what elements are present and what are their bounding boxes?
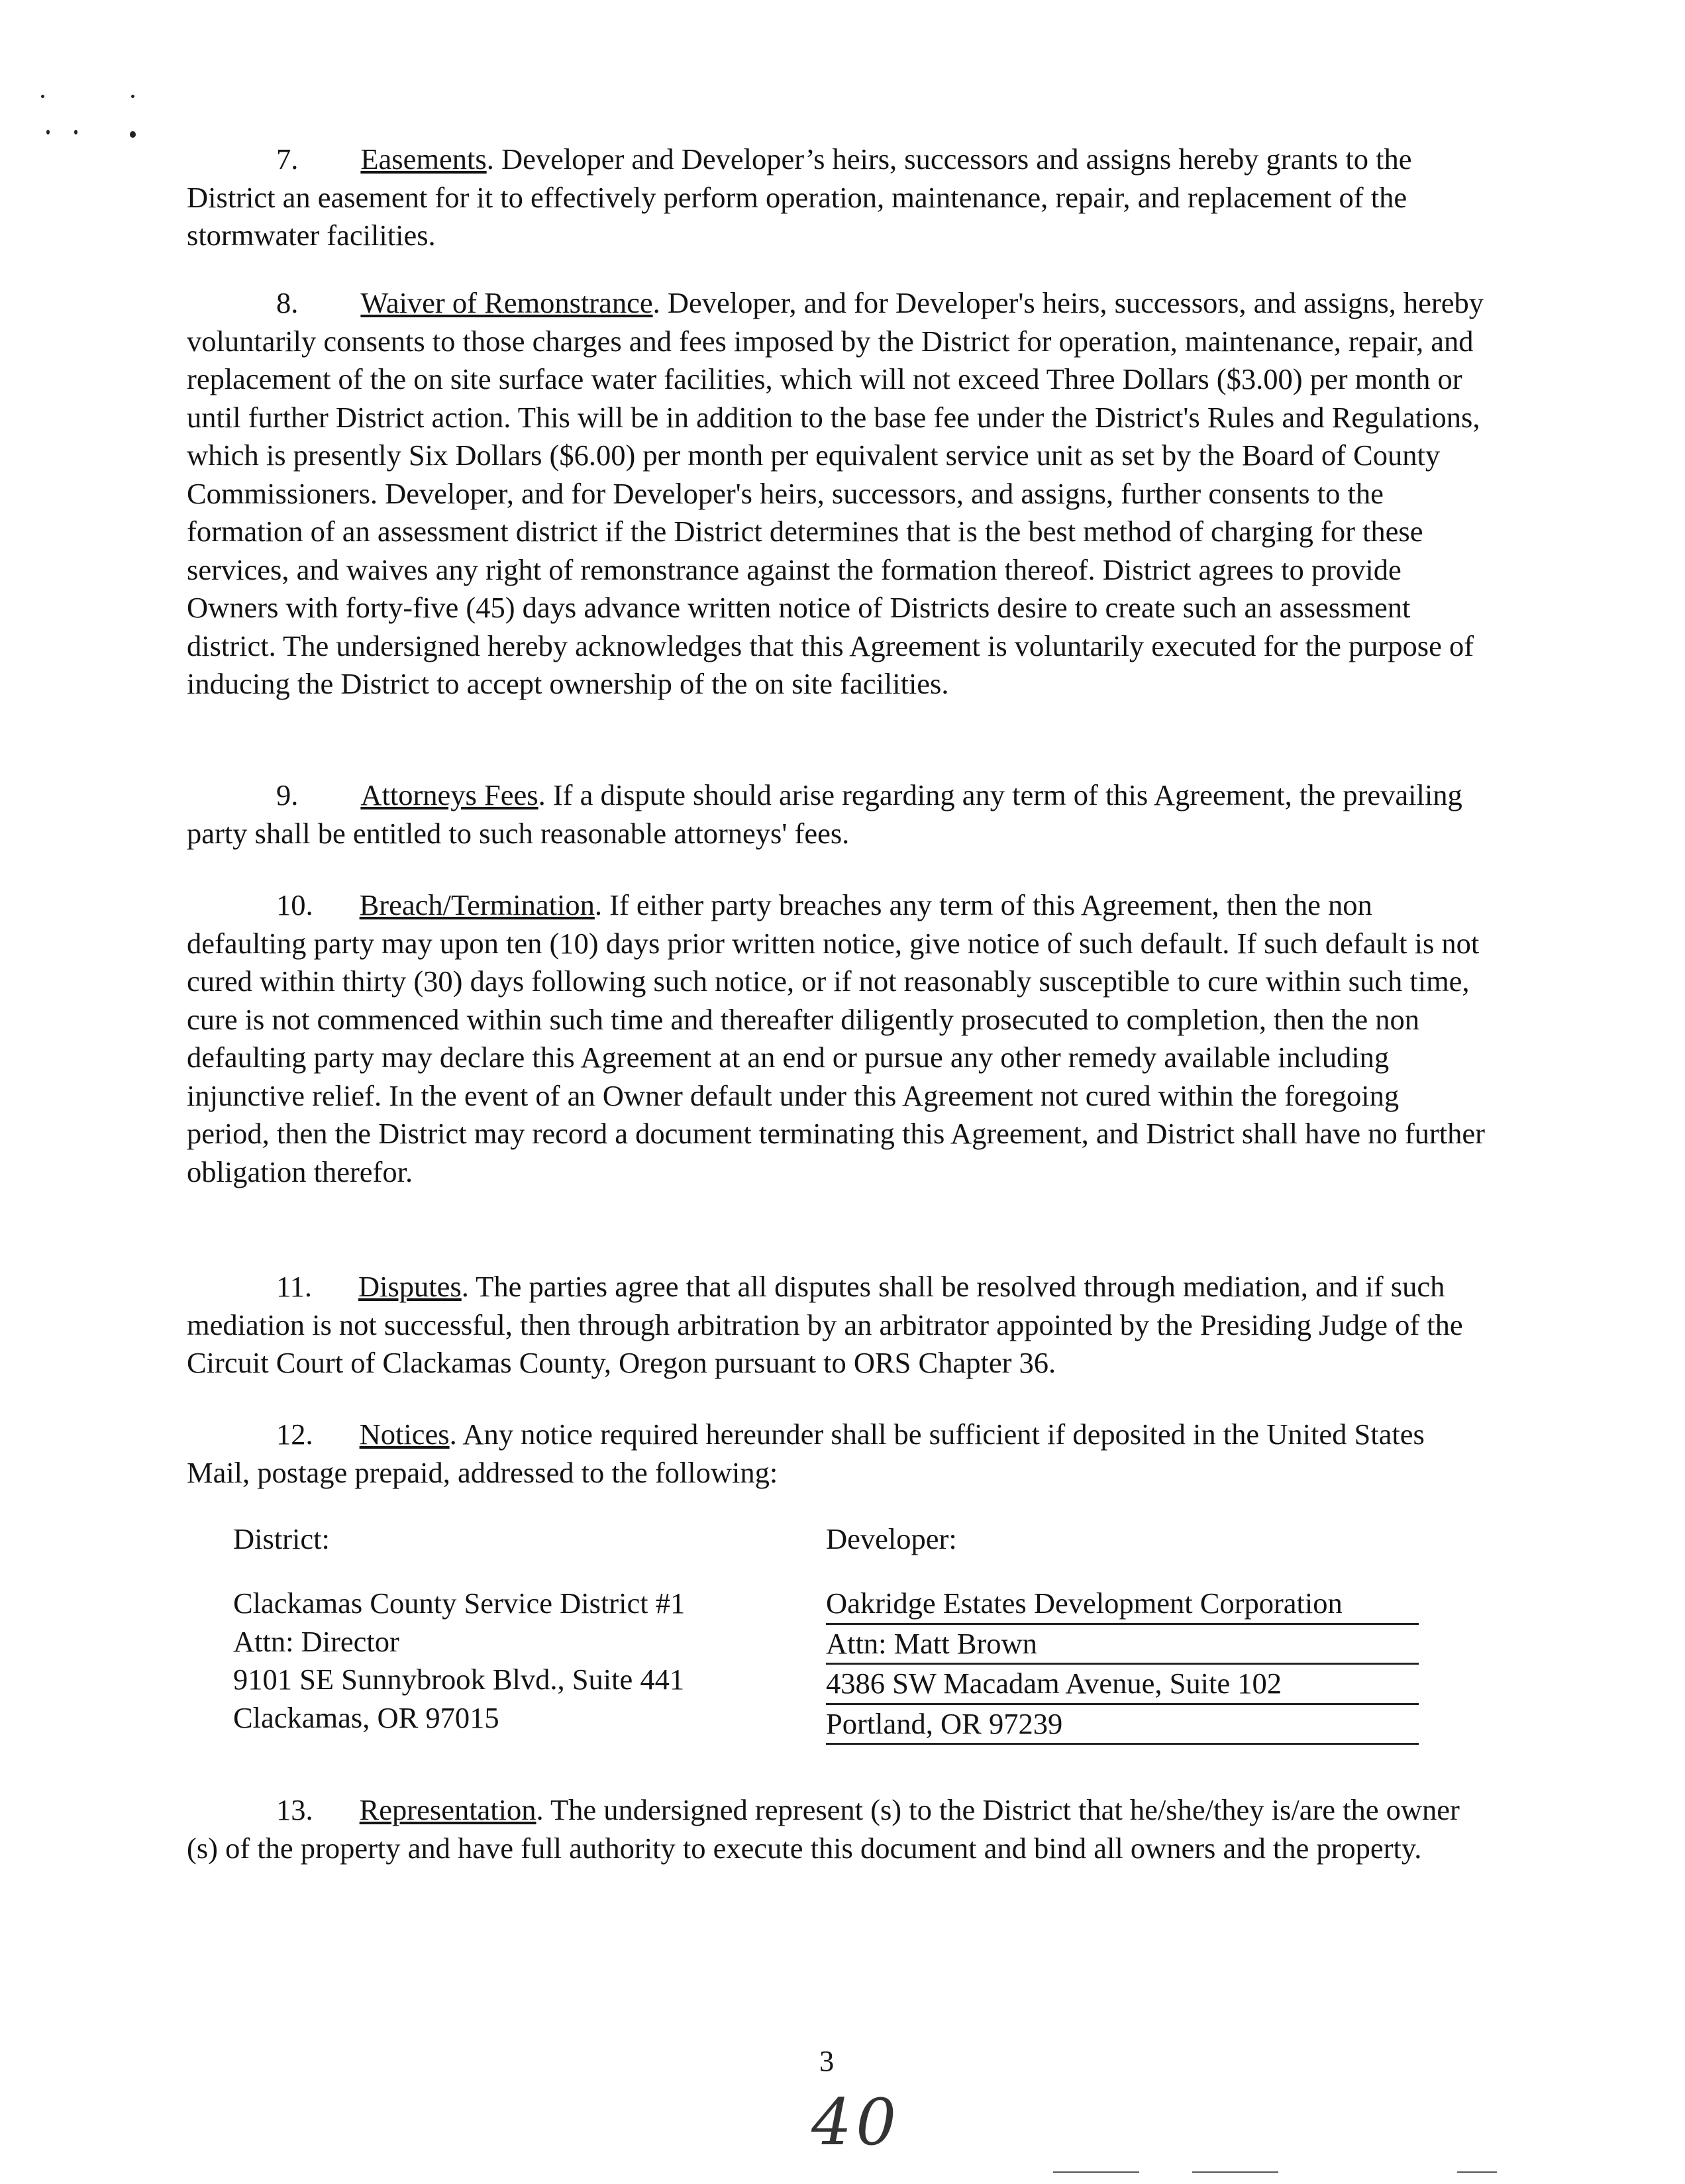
page-number: 3 — [819, 2044, 835, 2077]
district-address-line: Attn: Director — [233, 1624, 399, 1658]
section-number: 8. — [276, 286, 299, 319]
section-12 — [187, 1416, 1485, 1492]
footer-rule — [1053, 2171, 1139, 2173]
section-heading: Waiver of Remonstrance — [360, 286, 653, 319]
footer-rule — [1192, 2171, 1278, 2173]
section-heading: Representation — [359, 1793, 536, 1826]
district-address-line: 9101 SE Sunnybrook Blvd., Suite 441 — [233, 1663, 685, 1696]
district-address-line: Clackamas, OR 97015 — [233, 1700, 499, 1734]
section-13 — [187, 1791, 1485, 1867]
section-text-rest: and if such mediation is not successful, then through arbitration by an arbitrator appointed by the Presiding Judge of the Circuit Court of Clackamas County, Oregon pursuant to ORS Chapter 36. — [187, 1270, 1463, 1379]
section-text-rest: grants to the District an easement for it to effectively perform operation, maintenance, repair, and replacement of the stormwater facilities. — [187, 142, 1412, 252]
section-heading: Notices — [359, 1418, 450, 1451]
section-text-rest: non defaulting party may upon ten (10) days prior written notice, give notice of such default. If such default is not cured within thirty (30) days following such notice, or if not reasonably susceptible to cure within such time, cure is not commenced within such time and thereafter diligently prosecuted to completion, then the non defaulting party may declare this Agreement at an end or pursue any other remedy available including injunctive relief. In the event of an Owner default under this Agreement not cured within the foregoing period, then the District may record a document terminating this Agreement, and District shall have no further obligation therefor. — [187, 888, 1485, 1188]
section-number: 12. — [276, 1418, 313, 1451]
developer-label: Developer: — [826, 1522, 957, 1555]
scan-speck — [130, 131, 136, 138]
developer-address-line: Portland, OR 97239 — [826, 1705, 1419, 1745]
section-text-first: . If a dispute should arise regarding any term of this Agreement, — [538, 778, 1292, 811]
section-text-rest: United States Mail, postage prepaid, addressed to the following: — [187, 1418, 1425, 1489]
section-8 — [187, 284, 1485, 703]
section-text-rest: is/are the owner (s) of the property and have full authority to execute this document and bind all owners and the property. — [187, 1793, 1460, 1865]
section-11 — [187, 1268, 1485, 1382]
district-address — [233, 1585, 685, 1737]
section-number: 13. — [276, 1793, 313, 1826]
developer-address-line: Attn: Matt Brown — [826, 1625, 1419, 1665]
section-9 — [187, 776, 1485, 853]
section-number: 9. — [276, 778, 299, 811]
section-10 — [187, 886, 1485, 1191]
footer-rule — [1457, 2171, 1497, 2173]
section-heading: Disputes — [358, 1270, 462, 1303]
section-text-rest: the prevailing party shall be entitled to such reasonable attorneys' fees. — [187, 778, 1462, 850]
section-text-first: . Any notice required hereunder shall be sufficient if deposited in the — [449, 1418, 1260, 1451]
section-heading: Easements — [360, 142, 487, 176]
scan-speck — [74, 130, 77, 134]
section-text-rest: assigns, hereby voluntarily consents to those charges and fees imposed by the District for operation, maintenance, repair, and replacement of the on site surface water facilities, which will not exceed Three Dollars ($3.00) per month or until further District action. This will be in addition to the base fee under the District's Rules and Regulations, which is presently Six Dollars ($6.00) per month per equivalent service unit as set by the Board of County Commissioners. Developer, and for Developer's heirs, successors, and assigns, further consents to the formation of an assessment district if the District determines that is the best method of charging for these services, and waives any right of remonstrance against the formation thereof. District agrees to provide Owners with forty-five (45) days advance written notice of Districts desire to create such an assessment district. The undersigned hereby acknowledges that this Agreement is voluntarily executed for the purpose of inducing the District to accept ownership of the on site facilities. — [187, 286, 1484, 700]
section-number: 7. — [276, 142, 299, 176]
section-number: 11. — [276, 1270, 312, 1303]
scan-speck — [41, 95, 44, 98]
section-number: 10. — [276, 888, 313, 921]
section-text-first: . Developer and Developer’s heirs, successors and assigns hereby — [486, 142, 1259, 176]
section-text-first: . The undersigned represent (s) to the District that he/she/they — [536, 1793, 1264, 1826]
developer-address-line: 4386 SW Macadam Avenue, Suite 102 — [826, 1665, 1419, 1705]
scan-speck — [46, 130, 50, 134]
district-label: District: — [233, 1522, 330, 1555]
developer-address-line: Oakridge Estates Development Corporation — [826, 1585, 1419, 1625]
section-heading: Breach/Termination — [359, 888, 595, 921]
section-heading: Attorneys Fees — [360, 778, 538, 811]
district-address-line: Clackamas County Service District #1 — [233, 1586, 686, 1620]
section-text-first: . The parties agree that all disputes shall be resolved through mediation, — [461, 1270, 1308, 1303]
developer-address — [826, 1585, 1419, 1745]
section-text-first: . Developer, and for Developer's heirs, successors, and — [652, 286, 1296, 319]
section-7 — [187, 140, 1485, 255]
scan-speck — [131, 95, 134, 98]
handwritten-page-number: 40 — [811, 2085, 901, 2159]
section-text-first: . If either party breaches any term of this Agreement, then the — [594, 888, 1321, 921]
